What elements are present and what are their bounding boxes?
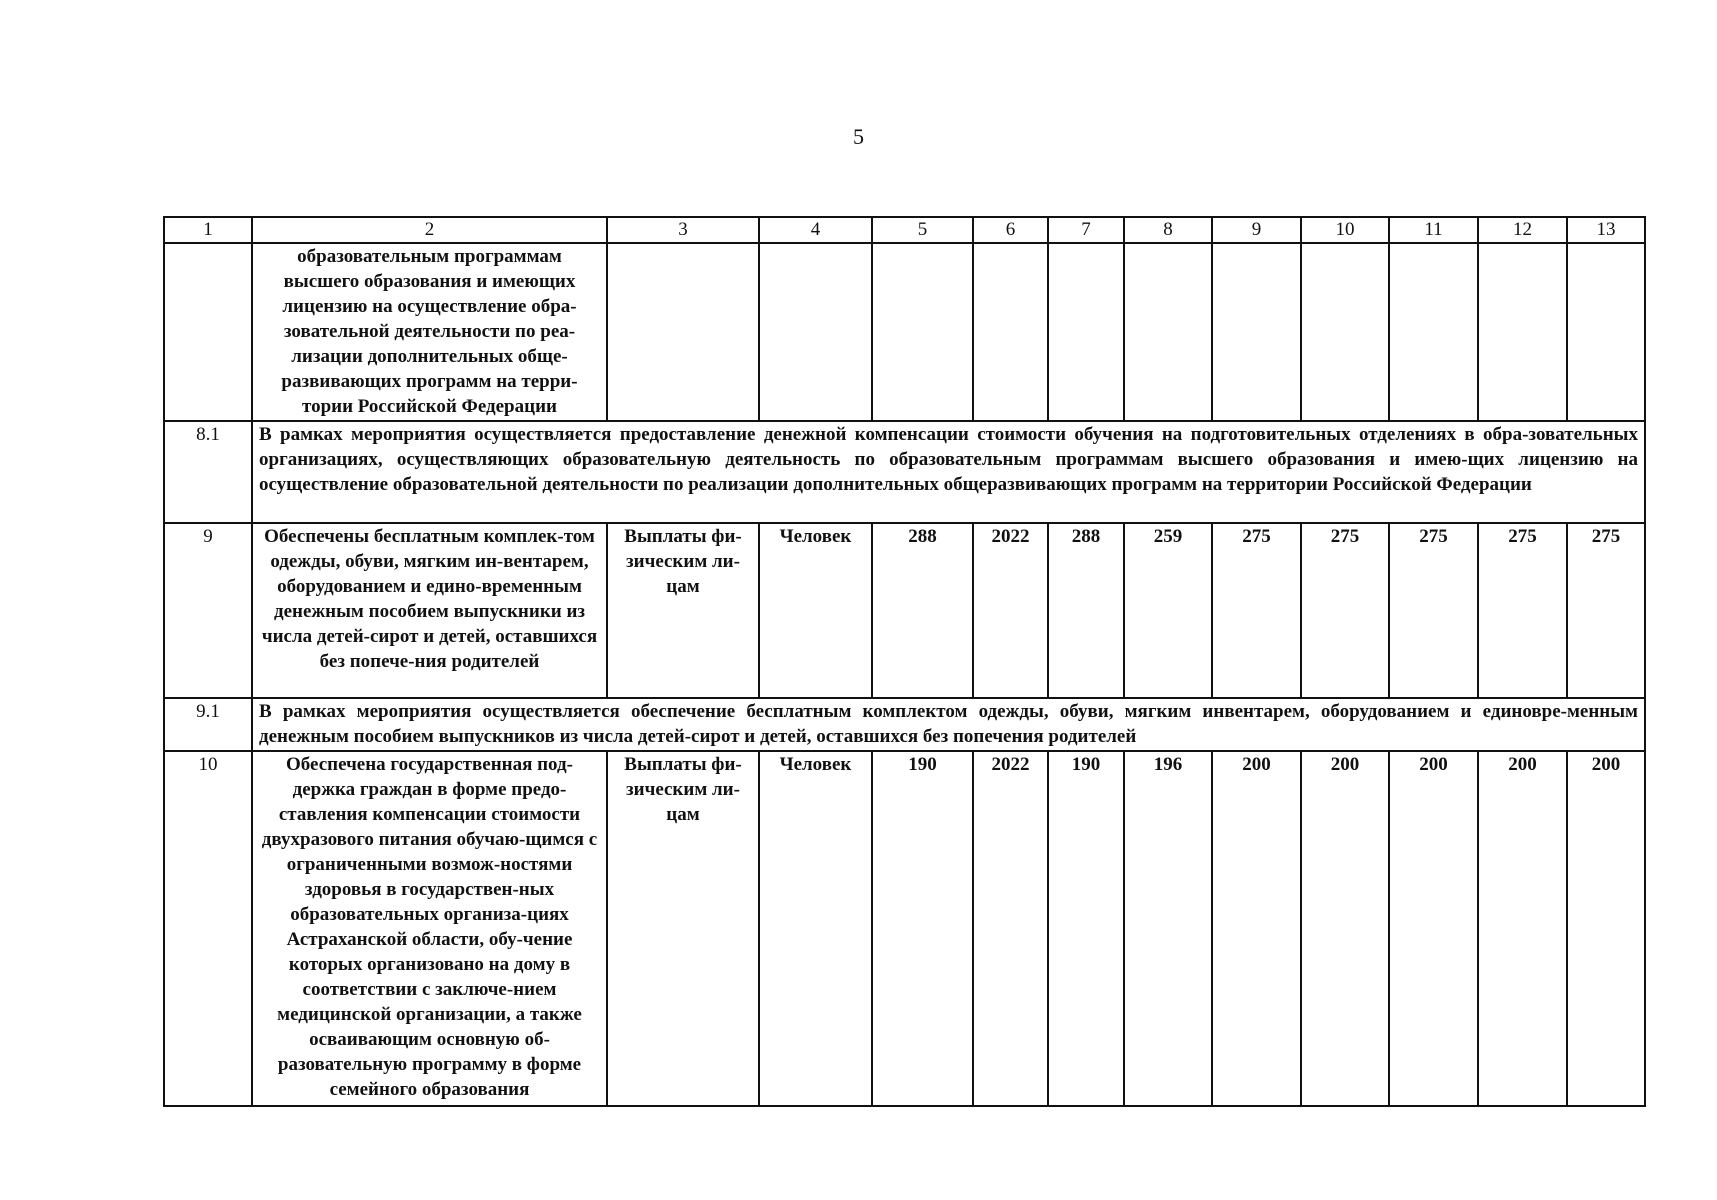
indicators-table — [163, 216, 1646, 1107]
value-cell: 275 — [1301, 523, 1389, 698]
value-cell: 259 — [1124, 523, 1212, 698]
indicator-name: образовательным программам высшего образования и имеющих лицензию на осуществление обра-зовательной деятельности по реа-лизации дополнительных обще-развивающих программ на терри-тории Российской Федерации — [252, 243, 607, 421]
value-cell: 200 — [1301, 751, 1389, 1106]
column-number: 3 — [607, 217, 759, 243]
row-number: 10 — [164, 751, 252, 1106]
value-cell — [872, 243, 973, 421]
value-cell: 200 — [1478, 751, 1567, 1106]
value-cell: 275 — [1389, 523, 1478, 698]
unit-of-measure: Человек — [759, 751, 872, 1106]
table-row — [164, 421, 1645, 523]
column-number: 8 — [1124, 217, 1212, 243]
value-cell: 200 — [1212, 751, 1301, 1106]
row-number: 9.1 — [164, 698, 252, 751]
value-cell: 200 — [1389, 751, 1478, 1106]
column-number: 6 — [973, 217, 1048, 243]
value-cell: 190 — [1048, 751, 1124, 1106]
value-cell: 196 — [1124, 751, 1212, 1106]
value-cell: 275 — [1478, 523, 1567, 698]
row-number: 9 — [164, 523, 252, 698]
value-cell: 275 — [1212, 523, 1301, 698]
column-number: 5 — [872, 217, 973, 243]
value-cell: 200 — [1567, 751, 1645, 1106]
table-row — [164, 698, 1645, 751]
value-cell: 190 — [872, 751, 973, 1106]
activity-description: В рамках мероприятия осуществляется предоставление денежной компенсации стоимости обучения на подготовительных отделениях в обра-зовательных организациях, осуществляющих образовательную деятельность по образовательным программам высшего образования и имею-щих лицензию на осуществление образовательной деятельности по реализации дополнительных общеразвивающих программ на территории Российской Федерации — [252, 421, 1645, 523]
table-row — [164, 523, 1645, 698]
indicator-type: Выплаты фи-зическим ли-цам — [607, 523, 759, 698]
page-number: 5 — [853, 124, 864, 149]
row-number — [164, 243, 252, 421]
value-cell — [1478, 243, 1567, 421]
value-cell — [1389, 243, 1478, 421]
column-number: 4 — [759, 217, 872, 243]
value-cell: 288 — [1048, 523, 1124, 698]
value-cell — [973, 243, 1048, 421]
column-number: 12 — [1478, 217, 1567, 243]
unit-of-measure — [759, 243, 872, 421]
value-cell — [1567, 243, 1645, 421]
activity-description: В рамках мероприятия осуществляется обеспечение бесплатным комплектом одежды, обуви, мягким инвентарем, оборудованием и единовре-менным денежным пособием выпускников из числа детей-сирот и детей, оставшихся без попечения родителей — [252, 698, 1645, 751]
row-number: 8.1 — [164, 421, 252, 523]
column-number: 13 — [1567, 217, 1645, 243]
unit-of-measure: Человек — [759, 523, 872, 698]
column-number: 2 — [252, 217, 607, 243]
column-number-row — [164, 217, 1645, 243]
table-row — [164, 751, 1645, 1106]
value-cell — [1212, 243, 1301, 421]
value-cell — [1301, 243, 1389, 421]
indicator-type: Выплаты фи-зическим ли-цам — [607, 751, 759, 1106]
value-cell — [1124, 243, 1212, 421]
value-cell — [1048, 243, 1124, 421]
value-cell: 2022 — [973, 751, 1048, 1106]
column-number: 1 — [164, 217, 252, 243]
indicator-name: Обеспечены бесплатным комплек-том одежды, обуви, мягким ин-вентарем, оборудованием и едино-временным денежным пособием выпускники из числа детей-сирот и детей, оставшихся без попече-ния родителей — [252, 523, 607, 698]
column-number: 11 — [1389, 217, 1478, 243]
indicator-type — [607, 243, 759, 421]
column-number: 10 — [1301, 217, 1389, 243]
column-number: 7 — [1048, 217, 1124, 243]
value-cell: 288 — [872, 523, 973, 698]
value-cell: 2022 — [973, 523, 1048, 698]
value-cell: 275 — [1567, 523, 1645, 698]
indicator-name: Обеспечена государственная под-держка граждан в форме предо-ставления компенсации стоимости двухразового питания обучаю-щимся с ограниченными возмож-ностями здоровья в государствен-ных образовательных организа-циях Астраханской области, обу-чение которых организовано на дому в соответствии с заключе-нием медицинской организации, а также осваивающим основную об-разовательную программу в форме семейного образования — [252, 751, 607, 1106]
column-number: 9 — [1212, 217, 1301, 243]
table-row — [164, 243, 1645, 421]
